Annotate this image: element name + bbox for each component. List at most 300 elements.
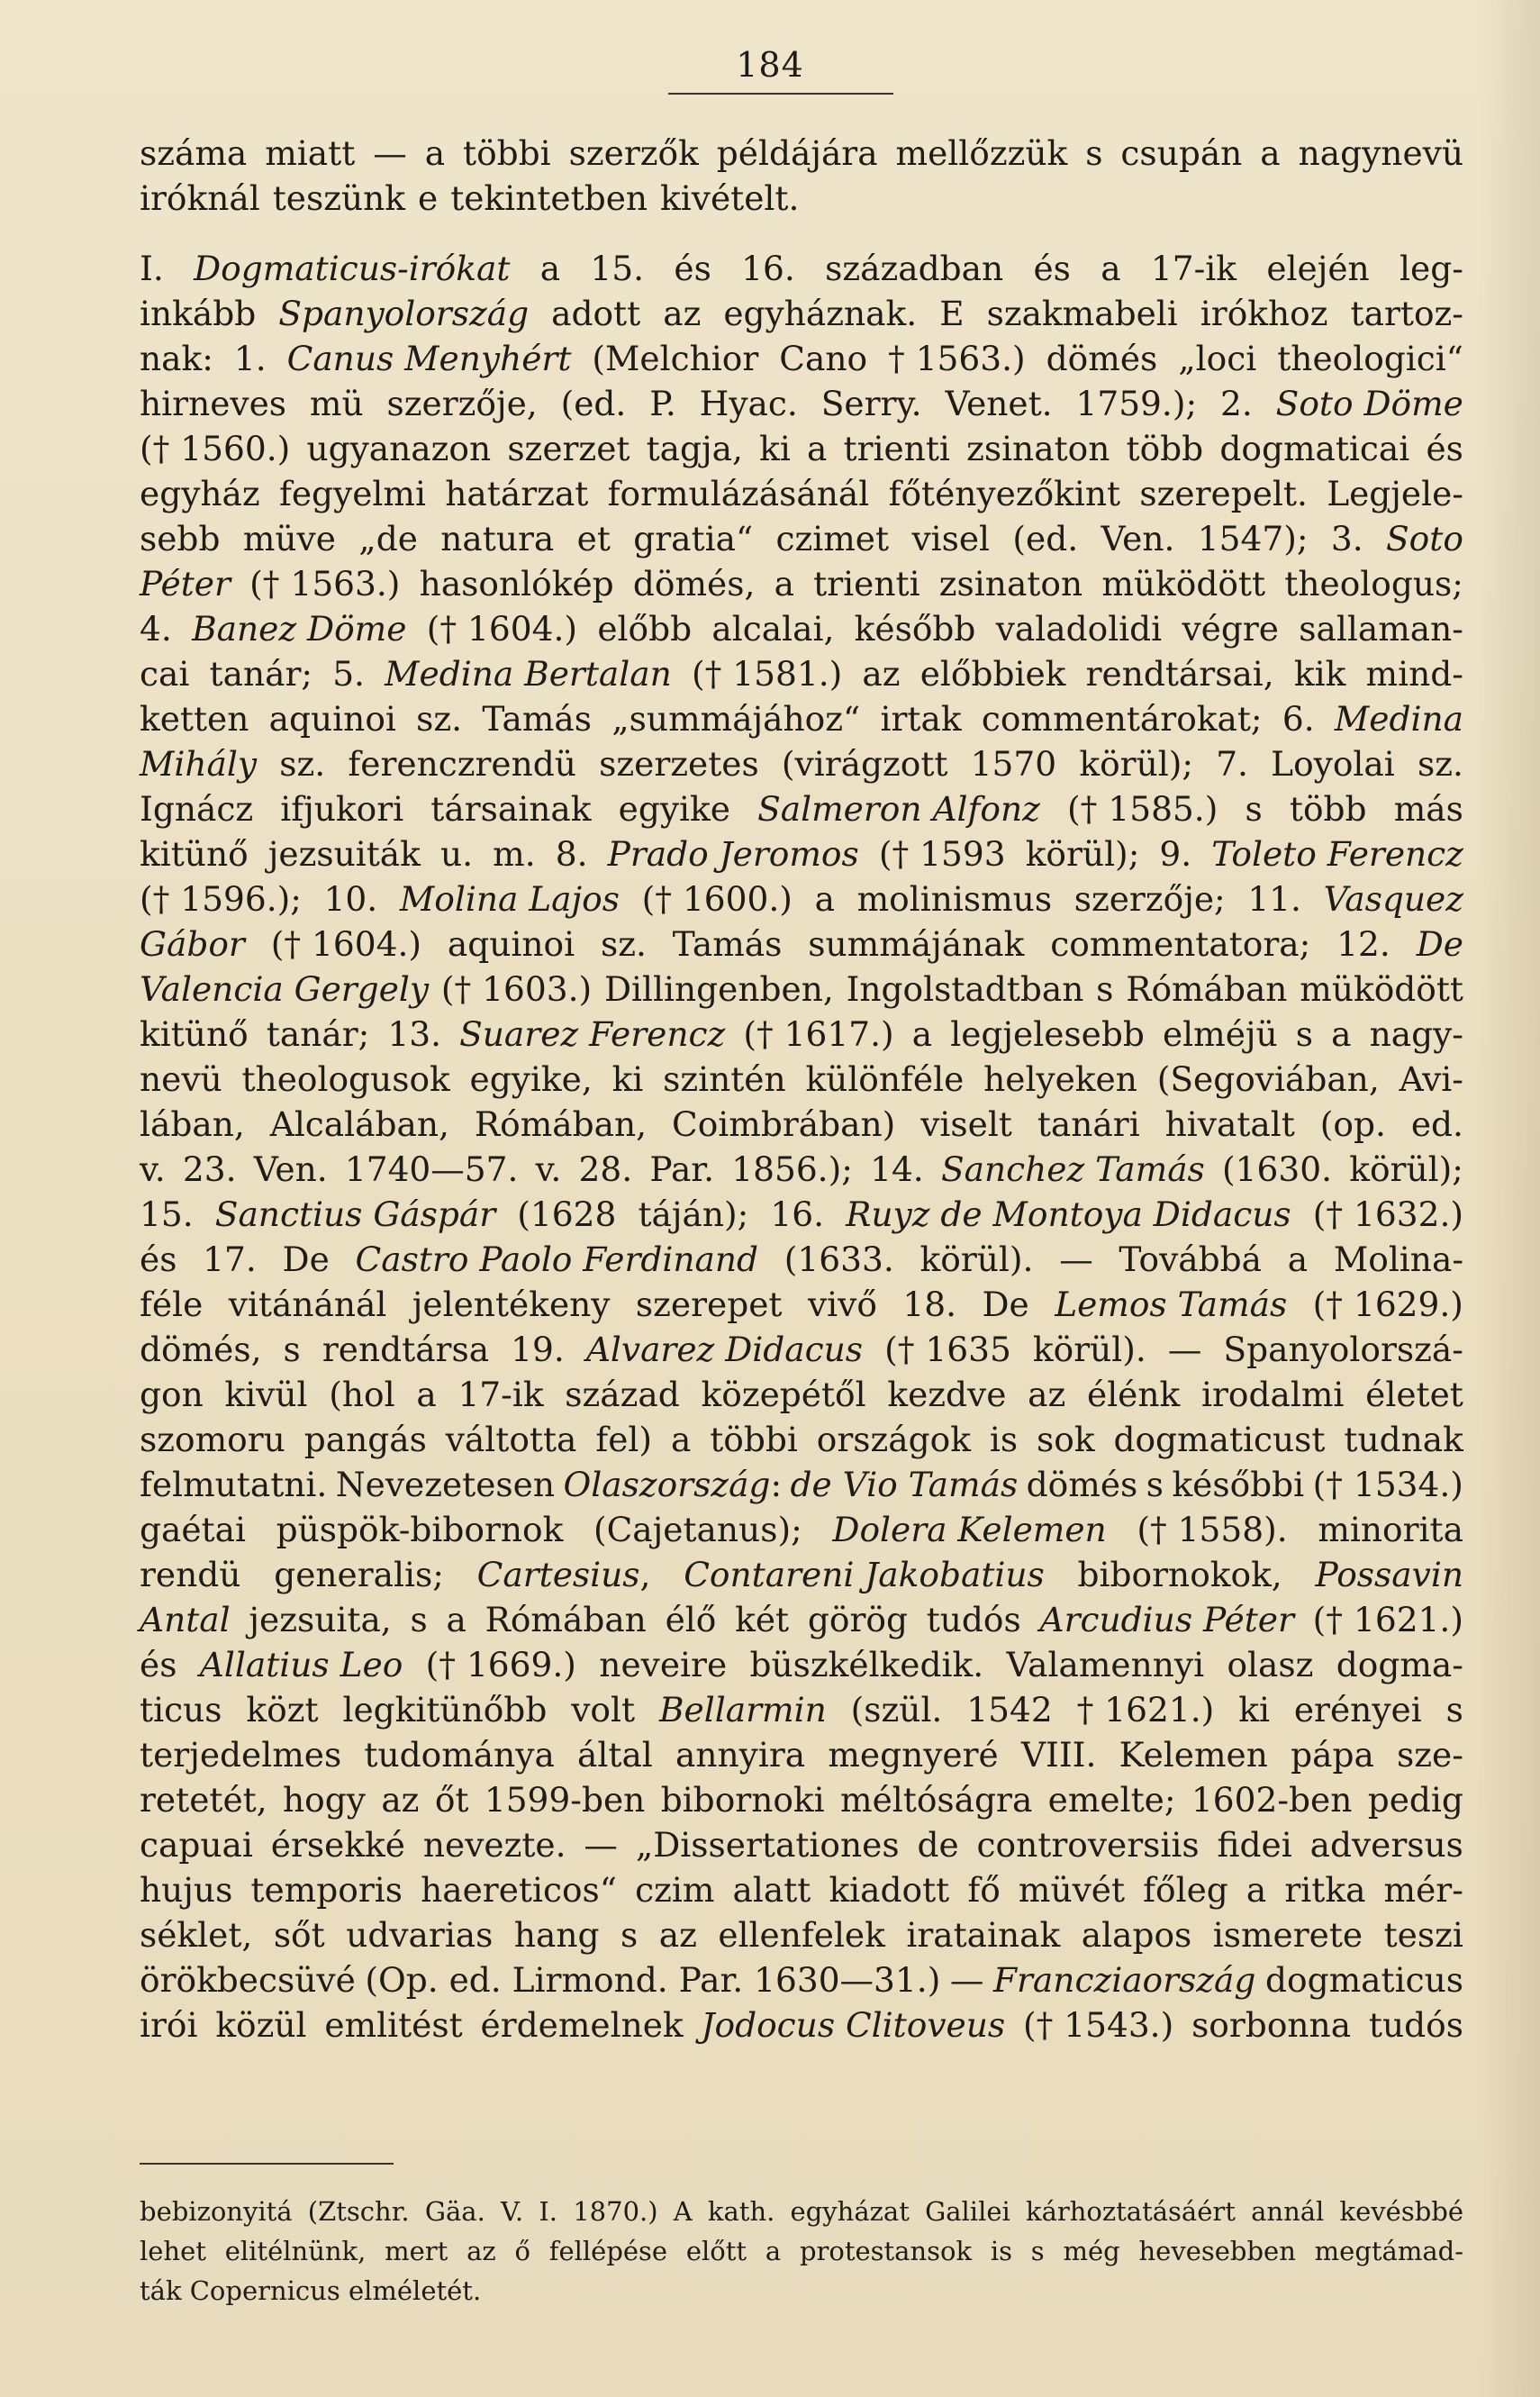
text-line (140, 696, 1463, 741)
word: 17-ik (1150, 249, 1237, 288)
word: theologus; (1284, 564, 1463, 604)
word: szerzet (507, 429, 630, 468)
word: végre (1182, 609, 1279, 649)
word: sz. (1417, 744, 1463, 784)
word: iratainak (906, 1915, 1061, 1955)
word: czim (635, 1870, 715, 1910)
word: száma (140, 133, 248, 173)
word: († 1629.) (1312, 1285, 1463, 1324)
text-line (140, 1462, 1463, 1507)
word: 15. (140, 1194, 194, 1234)
word: rendtársa (322, 1330, 490, 1369)
word: trienti (843, 429, 950, 468)
word: († 1534.) (1312, 1465, 1463, 1504)
word: Medina Bertalan (385, 654, 672, 694)
word: 11. (1247, 879, 1301, 919)
word: († 1632.) (1312, 1194, 1463, 1234)
word: a (416, 1375, 437, 1414)
word: Lemos Tamás (1055, 1285, 1288, 1324)
word: „summájához“ (611, 699, 861, 739)
word: sze- (1397, 1735, 1463, 1775)
word: († 1581.) (691, 654, 843, 694)
word: a (1331, 1014, 1352, 1054)
word: (Melchior (592, 339, 759, 378)
word: irókhoz (1200, 294, 1328, 333)
word: erényei (1293, 1690, 1422, 1730)
word: és (140, 1645, 177, 1684)
word: 17. (203, 1239, 257, 1279)
text-line (140, 1822, 1463, 1867)
word: hasonlókép (419, 564, 614, 604)
word: az (1028, 1375, 1066, 1414)
word: miatt (265, 133, 356, 173)
word: sok (1037, 1420, 1095, 1459)
word: és (1033, 249, 1071, 288)
word: büszkélkedik. (749, 1645, 984, 1684)
word: közt (246, 1690, 319, 1730)
word: müködött (1300, 969, 1463, 1009)
word: szerzetes (599, 744, 759, 784)
word: tartoz- (1350, 294, 1463, 333)
word: († 1596.); (140, 879, 302, 919)
word: ticus (140, 1690, 222, 1730)
word: Kelemen (1119, 1735, 1268, 1775)
word: őt (434, 1780, 469, 1820)
text-line (140, 516, 1463, 561)
word: 15. (590, 249, 645, 288)
word: sőt (273, 1915, 325, 1955)
word: gaétai (140, 1510, 246, 1549)
word: (ed. (560, 384, 627, 423)
word: s (1096, 969, 1114, 1009)
word: Tamás (672, 924, 783, 964)
word: 16. (770, 1194, 825, 1234)
word: inkább (140, 294, 257, 333)
text-line (140, 1687, 1463, 1732)
word: 4. (140, 609, 172, 649)
word: szerepet (635, 1285, 783, 1324)
word: és (140, 1239, 177, 1279)
word: capuai (140, 1825, 253, 1865)
word: a (806, 429, 828, 468)
word: kiadott (829, 1870, 950, 1910)
word: dömés (1026, 1465, 1138, 1504)
word: rendtársai, (1085, 654, 1274, 694)
word: sz. (416, 699, 463, 739)
word: 9. (1159, 834, 1192, 874)
word: De (282, 1239, 330, 1279)
word: (Cajetanus); (593, 1510, 802, 1549)
word: Spanyolország (278, 294, 530, 333)
word: séklet, (140, 1915, 253, 1955)
word: egyike (618, 789, 730, 829)
word: méltóságra (840, 1780, 1033, 1820)
word: Par. (649, 1149, 715, 1189)
word: ismerete (1212, 1915, 1363, 1955)
word: De (1416, 924, 1463, 964)
word: Vasquez (1323, 879, 1463, 919)
word: VIII. (1020, 1735, 1097, 1775)
word: Ignácz (140, 789, 254, 829)
word: az (862, 654, 901, 694)
word: kezdve (887, 1375, 1007, 1414)
word: Sanchez Tamás (940, 1149, 1205, 1189)
text-line (140, 1777, 1463, 1822)
word: szerepelt. (1139, 474, 1308, 513)
word: sz. (600, 924, 647, 964)
word: jelentékeny (412, 1285, 611, 1324)
word: 3. (1330, 519, 1363, 558)
text-line (140, 1282, 1463, 1327)
word: (hol (329, 1375, 395, 1414)
word: haereticos“ (421, 1870, 617, 1910)
word: († 1621.) (1312, 1600, 1463, 1639)
word: Arcudius Péter (1039, 1600, 1294, 1639)
word: hang (513, 1915, 600, 1955)
word: a (814, 879, 835, 919)
word: aquinoi (447, 924, 575, 964)
footnote-rule (140, 2163, 394, 2165)
text-line (140, 651, 1463, 696)
text-line (140, 426, 1463, 471)
word: (ed. (1012, 519, 1079, 558)
word: ifjukori (280, 789, 404, 829)
word: summájának (808, 924, 1025, 964)
word: s (1146, 1465, 1164, 1504)
word: 23. (182, 1149, 237, 1189)
word: nevü (140, 1059, 222, 1099)
text-line (140, 1552, 1463, 1597)
text-line (140, 246, 1463, 291)
word: cai (140, 654, 190, 694)
word: (1628 (517, 1194, 617, 1234)
word: (1630. (1222, 1149, 1333, 1189)
text-line (140, 1912, 1463, 1957)
word: dömés, (632, 564, 756, 604)
word: közül (215, 2005, 307, 2045)
word: hujus (140, 1870, 233, 1910)
word: Olaszország: (563, 1465, 783, 1504)
text-line (140, 381, 1463, 426)
word: († 1593 (878, 834, 1006, 874)
word: a (424, 133, 446, 173)
word: czimet (775, 519, 890, 558)
word: dogmaticust (1113, 1420, 1326, 1459)
word: egyház (140, 474, 260, 513)
word: határzat (445, 474, 589, 513)
word: irodalmi (1201, 1375, 1345, 1414)
page-number: 184 (736, 45, 804, 85)
word: ki (1238, 1690, 1270, 1730)
word: commentatora; (1050, 924, 1311, 964)
word: 19. (511, 1330, 565, 1369)
word: irói (140, 2005, 198, 2045)
text-line (140, 336, 1463, 381)
word: († 1604.) (270, 924, 421, 964)
word: körül). (919, 1239, 1034, 1279)
text-line (140, 2002, 1463, 2047)
word: 12. (1336, 924, 1391, 964)
word: bibornoki (660, 1780, 825, 1820)
word: érsekké (270, 1825, 405, 1865)
word: müve (242, 519, 336, 558)
word: — (584, 1825, 618, 1865)
word: „loci (1178, 339, 1257, 378)
word: alapos (1081, 1915, 1192, 1955)
word: Cano (779, 339, 868, 378)
word: Salmeron Alfonz (757, 789, 1040, 829)
word: 28. (578, 1149, 633, 1189)
text-line (140, 1507, 1463, 1552)
word: felmutatni. (140, 1465, 328, 1504)
word: s (283, 1330, 301, 1369)
word: szintén (663, 1059, 786, 1099)
word: — (1059, 1239, 1093, 1279)
word: 6. (1282, 699, 1315, 739)
word: egyháznak. (723, 294, 918, 333)
word: pápa (1291, 1735, 1374, 1775)
word: 17-ik (457, 1375, 544, 1414)
word: a (446, 1600, 467, 1639)
word: e (418, 178, 439, 218)
word: században (825, 249, 1004, 288)
header-rule (668, 93, 893, 95)
word: († 1543.) (1022, 2005, 1174, 2045)
word: Prado Jeromos (607, 834, 859, 874)
word: commentárokat; (981, 699, 1263, 739)
word: sz. (279, 744, 326, 784)
word: dogmaticus (1265, 1960, 1463, 2000)
word: Castro Paolo Ferdinand (355, 1239, 759, 1279)
word: Bellarmin (659, 1690, 827, 1730)
word: váltotta (445, 1420, 577, 1459)
word: táján); (638, 1194, 749, 1234)
word: 1602-ben (1191, 1780, 1353, 1820)
word: gratia“ (633, 519, 754, 558)
word: Nevezetesen (335, 1465, 555, 1504)
word: sebb (140, 519, 221, 558)
word: iróknál (140, 178, 260, 218)
word: mü (309, 384, 364, 423)
word: Valamennyi (1006, 1645, 1205, 1684)
word: u. (439, 834, 474, 874)
text-line (140, 471, 1463, 516)
word: De (982, 1285, 1029, 1324)
word: tekintetben (450, 178, 648, 218)
text-line (140, 922, 1463, 967)
word: társainak (430, 789, 592, 829)
word: Sanctius Gáspár (214, 1194, 496, 1234)
word: az (381, 1780, 420, 1820)
word: szakmabeli (986, 294, 1178, 333)
word: körül). (1032, 1330, 1146, 1369)
word: megnyeré (828, 1735, 999, 1775)
word: formulázásánál (607, 474, 870, 513)
word: pedig (1367, 1780, 1463, 1820)
word: bibornokok, (1077, 1555, 1282, 1594)
word: Medina (1334, 699, 1463, 739)
word: Péter (140, 564, 231, 604)
word: pangás (303, 1420, 427, 1459)
word: Dolera Kelemen (832, 1510, 1107, 1549)
word: század (565, 1375, 680, 1414)
word: (Segoviában, (1156, 1059, 1380, 1099)
word: teszi (1383, 1915, 1463, 1955)
word: Ingolstadtban (846, 969, 1084, 1009)
footnote-line: ták Copernicus elméletét. (140, 2275, 482, 2306)
word: molinismus (856, 879, 1053, 919)
word: főtényezőkint (888, 474, 1121, 513)
word: kitünő (140, 834, 249, 874)
word: 2. (1219, 384, 1253, 423)
word: 5. (332, 654, 365, 694)
word: controversiis (976, 1825, 1200, 1865)
word: Legjele- (1327, 474, 1463, 513)
word: Tamás (482, 699, 592, 739)
word: kik (1293, 654, 1346, 694)
word: több (1289, 789, 1367, 829)
word: ketten (140, 699, 249, 739)
word: Jodocus Clitoveus (701, 2005, 1006, 2045)
word: Rómában, (474, 1104, 648, 1144)
word: s (1445, 1690, 1463, 1730)
word: Avi- (1399, 1059, 1463, 1099)
word: gon (140, 1375, 204, 1414)
word: Francziaország (992, 1960, 1256, 2000)
word: más (1393, 789, 1463, 829)
word: kitünő (140, 1014, 249, 1054)
word: olasz (1227, 1645, 1314, 1684)
word: az (663, 294, 702, 333)
word: a (1287, 1239, 1309, 1279)
word: rendü (140, 1555, 241, 1594)
word: fő (967, 1870, 1001, 1910)
word: előbb (597, 609, 693, 649)
word: († 1635 (884, 1330, 1011, 1369)
word: Hyac. (699, 384, 798, 423)
word: theologusok (241, 1059, 450, 1099)
word: csupán (1120, 133, 1243, 173)
word: közepétől (701, 1375, 866, 1414)
word: Canus Menyhért (286, 339, 572, 378)
word: (virágzott (781, 744, 948, 784)
word: nak: (140, 339, 213, 378)
text-line (140, 1957, 1463, 2002)
word: élénk (1087, 1375, 1181, 1414)
text-line (140, 1867, 1463, 1912)
word: udvarias (346, 1915, 494, 1955)
word: körül); (1079, 744, 1193, 784)
text-line (140, 1057, 1463, 1102)
word: a (539, 249, 561, 288)
word: a (774, 564, 794, 604)
word: zsinaton (966, 429, 1110, 468)
word: országok (816, 1420, 971, 1459)
text-line (140, 876, 1463, 922)
word: † 1563.) (888, 339, 1026, 378)
text-line (140, 1417, 1463, 1462)
word: „de (358, 519, 418, 558)
word: tagja, (646, 429, 743, 468)
word: alcalai, (711, 609, 835, 649)
word: ki (759, 429, 791, 468)
text-line (140, 967, 1463, 1012)
word: 1570 (970, 744, 1057, 784)
word: († 1563.) (249, 564, 401, 604)
word: Gábor (140, 924, 245, 964)
word: ki (611, 1059, 644, 1099)
word: Spanyolorszá- (1223, 1330, 1463, 1369)
word: — (1167, 1330, 1202, 1369)
word: is (989, 1420, 1019, 1459)
word: tudós (926, 1600, 1021, 1639)
word: trienti (813, 564, 920, 604)
word: Soto Döme (1275, 384, 1463, 423)
word: egyike, (469, 1059, 593, 1099)
word: később (854, 609, 976, 649)
word: — (373, 133, 407, 173)
word: ed. (1410, 1104, 1463, 1144)
word: hogy (283, 1780, 366, 1820)
word: († 1603.) (440, 969, 593, 1009)
word: mellőzzük (895, 133, 1068, 173)
word: tudós (1368, 2005, 1463, 2045)
text-line (140, 1012, 1463, 1057)
word: a (1101, 249, 1121, 288)
word: (1633. (784, 1239, 894, 1279)
word: Serry. (820, 384, 922, 423)
word: Venet. (945, 384, 1053, 423)
word: érdemelnek (480, 2005, 684, 2045)
word: Mihály (140, 744, 258, 784)
word: † 1621.) (1076, 1690, 1215, 1730)
footnote-line: lehet elitélnünk, mert az ő fellépése előtt a protestansok is s még hevesebben megtámad- (140, 2236, 1463, 2266)
word: Molina- (1333, 1239, 1463, 1279)
word: mind- (1365, 654, 1463, 694)
word: 7. (1216, 744, 1248, 784)
word: előbbiek (919, 654, 1066, 694)
word: 1856.); (731, 1149, 853, 1189)
word: és (674, 249, 711, 288)
word: Contareni Jakobatius (684, 1555, 1045, 1594)
word: (op. (1319, 1104, 1386, 1144)
word: az (658, 1915, 697, 1955)
word: viselt (920, 1104, 1012, 1144)
footnote-block (140, 2192, 1463, 2311)
word: Rómában (1126, 969, 1288, 1009)
word: Ven. (1101, 519, 1175, 558)
word: Valencia Gergely (140, 969, 430, 1009)
word: zsinaton (938, 564, 1083, 604)
word: Possavin (1315, 1555, 1463, 1594)
word: Ruyz de Montoya Didacus (846, 1194, 1291, 1234)
word: Alcalában, (269, 1104, 449, 1144)
footnote-line: bebizonyitá (Ztschr. Gäa. V. I. 1870.) A kath. egyházat Galilei kárhoztatásáért annál kevésbbé (140, 2196, 1463, 2227)
word: — (949, 1960, 984, 2000)
page-edge-shadow (1477, 0, 1540, 2397)
word: († 1585.) (1067, 789, 1218, 829)
text-line (140, 786, 1463, 831)
word: tanár; (209, 654, 313, 694)
word: főleg (1143, 1870, 1228, 1910)
word: vivő (807, 1285, 877, 1324)
text-line (140, 1237, 1463, 1282)
word: 1. (233, 339, 267, 378)
word: különféle (805, 1059, 965, 1099)
word: theologici“ (1277, 339, 1463, 378)
word: adott (551, 294, 641, 333)
word: sorbonna (1191, 2005, 1352, 2045)
